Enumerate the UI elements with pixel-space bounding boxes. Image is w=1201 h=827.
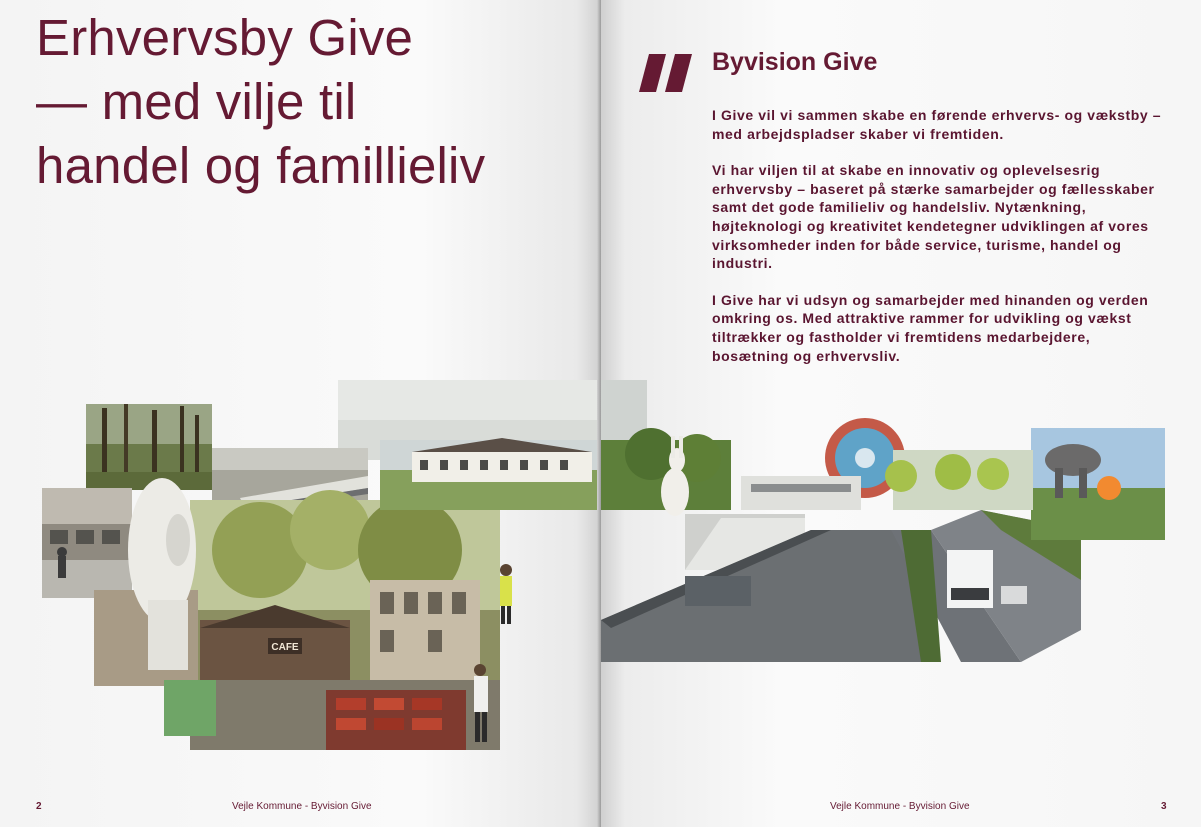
- footer-right: Vejle Kommune - Byvision Give: [830, 801, 970, 812]
- residential-photo: [42, 488, 132, 598]
- manor-photo: [380, 438, 600, 510]
- body-text: [712, 106, 1162, 383]
- quote-mark-icon: [639, 54, 693, 92]
- sculpture-photo: [164, 680, 216, 736]
- headline-line-2: — med vilje til: [36, 73, 357, 130]
- page-number-right: 3: [1161, 801, 1167, 812]
- section-title: Byvision Give: [712, 48, 878, 76]
- tree-sculptures-photo: [885, 450, 1033, 510]
- paragraph-1: I Give vil vi sammen skabe en førende erhvervs- og vækstby – med arbejdspladser skaber vi fremtiden.: [712, 107, 1162, 142]
- city-collage-right: [601, 380, 1181, 670]
- footer-left: Vejle Kommune - Byvision Give: [232, 801, 372, 812]
- right-page: [601, 0, 1201, 827]
- page-headline: [36, 6, 596, 198]
- market-photo: [326, 690, 466, 750]
- forest-photo: [86, 404, 212, 490]
- paragraph-3: I Give har vi udsyn og samarbejder med hinanden og verden omkring os. Med attraktive rammer for udvikling og vækst tiltrækker og fastholder vi fremtidens medarbejdere, bosætning og erhvervsliv.: [712, 291, 1149, 364]
- highway-photo: [601, 510, 1081, 662]
- headline-line-3: handel og famillieliv: [36, 137, 486, 194]
- elephant-sculpture-photo: [1031, 428, 1165, 540]
- paragraph-2: Vi har viljen til at skabe en innovativ og oplevelsesrig erhvervsby – baseret på stærke samarbejder og fællesskaber samt det gode familieliv og handelsliv. Nytænkning, højteknologi og kreativitet kendetegner udviklingen af vores virksomheder inden for både service, turisme, handel og industri.: [712, 162, 1155, 272]
- headline-line-1: Erhvervsby Give: [36, 9, 414, 66]
- city-collage-left: [40, 380, 601, 750]
- page-number-left: 2: [36, 801, 42, 812]
- cafe-sign-text: CAFE: [271, 642, 299, 653]
